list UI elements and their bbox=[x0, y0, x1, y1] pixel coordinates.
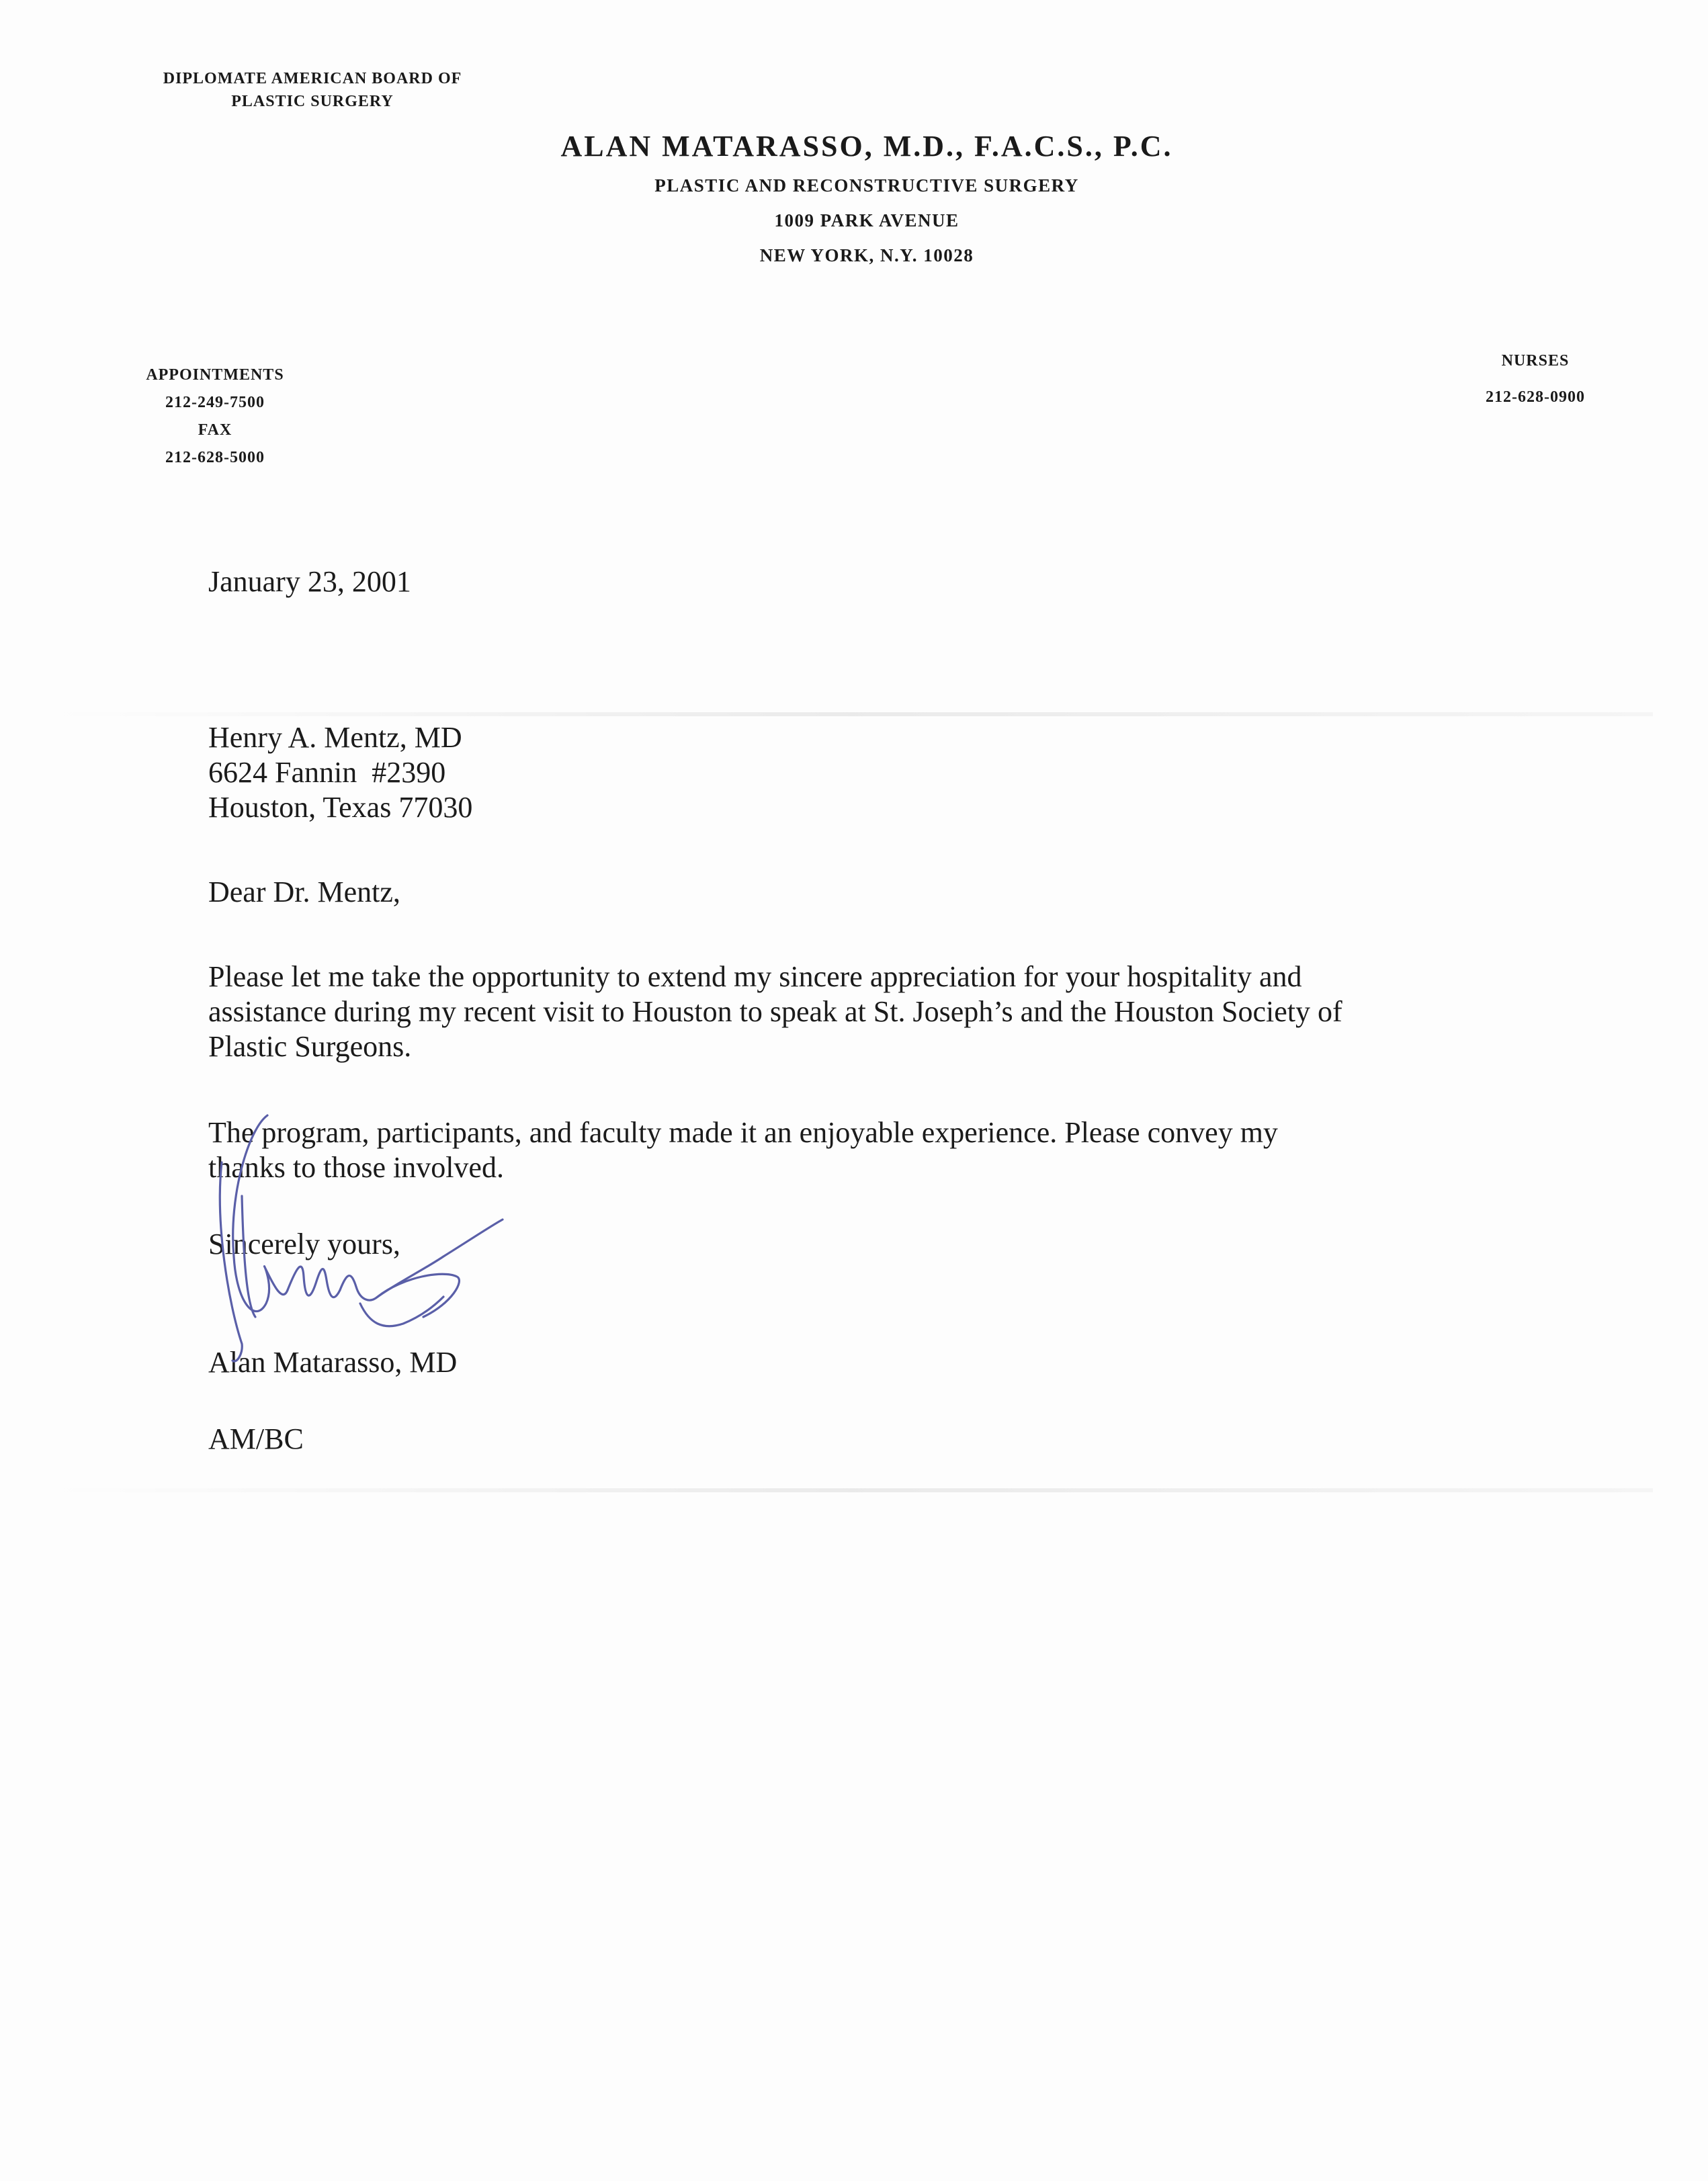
practice-city: NEW YORK, N.Y. 10028 bbox=[759, 245, 974, 265]
board-certification bbox=[114, 67, 511, 113]
fax-label: FAX bbox=[198, 421, 232, 439]
appointments-phone: 212-249-7500 bbox=[165, 394, 265, 411]
bleed-through-band bbox=[54, 712, 1653, 716]
salutation: Dear Dr. Mentz, bbox=[208, 875, 400, 908]
paragraph-line: The program, participants, and faculty made it an enjoyable experience. Please convey my bbox=[208, 1116, 1278, 1149]
paragraph-line: thanks to those involved. bbox=[208, 1151, 504, 1184]
paragraph-line: Please let me take the opportunity to extend my sincere appreciation for your hospitality and bbox=[208, 960, 1302, 993]
appointments-block bbox=[108, 361, 323, 472]
closing: Sincerely yours, bbox=[208, 1228, 400, 1260]
paragraph-line: assistance during my recent visit to Houston to speak at St. Joseph’s and the Houston Society of bbox=[208, 995, 1342, 1028]
letter-date: January 23, 2001 bbox=[208, 565, 411, 598]
recipient-city: Houston, Texas 77030 bbox=[208, 791, 473, 824]
bleed-through-band bbox=[54, 1488, 1653, 1492]
practice-specialty: PLASTIC AND RECONSTRUCTIVE SURGERY bbox=[654, 175, 1079, 196]
board-line-1: DIPLOMATE AMERICAN BOARD OF bbox=[163, 70, 462, 87]
letterhead bbox=[484, 125, 1250, 273]
paragraph-2 bbox=[208, 1115, 1278, 1185]
recipient-name: Henry A. Mentz, MD bbox=[208, 721, 462, 754]
paragraph-1 bbox=[208, 959, 1342, 1064]
recipient-address bbox=[208, 720, 472, 825]
fax-phone: 212-628-5000 bbox=[165, 449, 265, 466]
typist-initials: AM/BC bbox=[208, 1422, 304, 1455]
paragraph-line: Plastic Surgeons. bbox=[208, 1030, 412, 1063]
practice-name: ALAN MATARASSO, M.D., F.A.C.S., P.C. bbox=[560, 130, 1173, 163]
nurses-phone: 212-628-0900 bbox=[1486, 388, 1585, 406]
practice-street: 1009 PARK AVENUE bbox=[774, 210, 959, 230]
nurses-block bbox=[1458, 343, 1613, 415]
appointments-label: APPOINTMENTS bbox=[146, 366, 284, 384]
signer-name: Alan Matarasso, MD bbox=[208, 1346, 458, 1379]
recipient-street: 6624 Fannin #2390 bbox=[208, 756, 446, 789]
nurses-label: NURSES bbox=[1501, 352, 1570, 370]
board-line-2: PLASTIC SURGERY bbox=[231, 93, 394, 110]
